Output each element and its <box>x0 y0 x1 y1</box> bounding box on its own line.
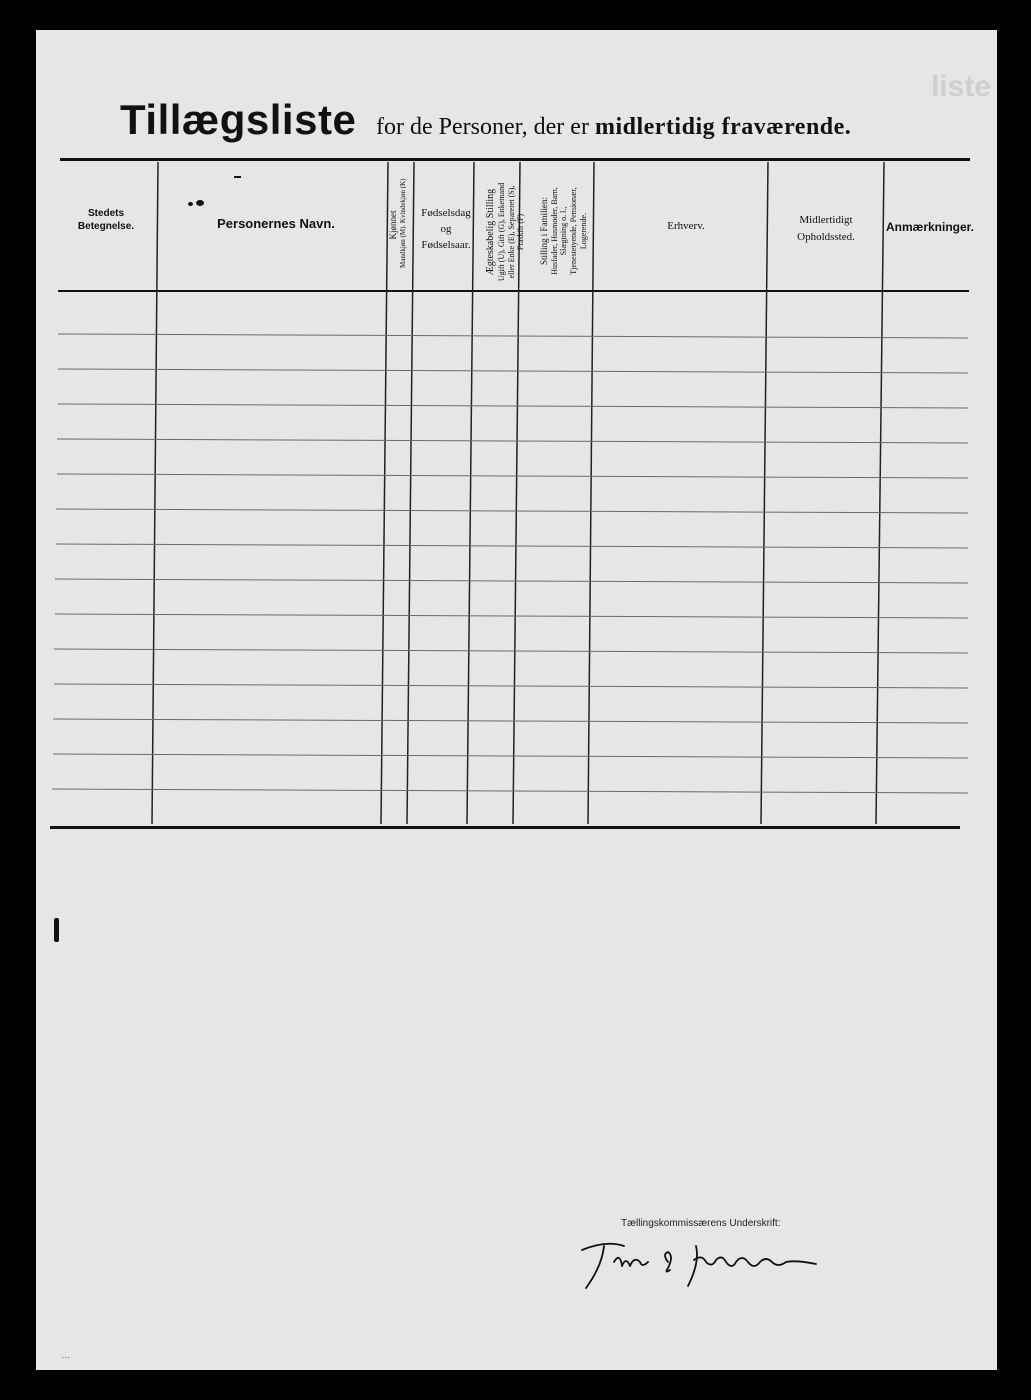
aegteskab-line3: eller Enke (E), Separeret (S), <box>506 185 516 279</box>
kjonnet-sub: Mandkjøn (M). Kvindekjøn (K) <box>398 178 407 268</box>
row-line-1 <box>58 334 968 338</box>
row-line-10 <box>54 649 968 653</box>
row-line-3 <box>58 404 968 408</box>
header-stilling <box>539 168 597 294</box>
row-line-13 <box>53 754 968 758</box>
header-fodselsdag <box>416 206 476 254</box>
handwritten-signature <box>576 1232 836 1292</box>
kjonnet-title: Kjønnet <box>388 210 398 240</box>
stilling-line1: Stilling i Familien: <box>539 197 549 266</box>
census-form-page <box>36 30 997 1370</box>
bleed-through-text: liste <box>930 70 991 103</box>
row-line-9 <box>55 614 968 618</box>
subtitle-prefix: for de Personer, der er <box>376 114 589 140</box>
col-divider-4 <box>467 162 474 824</box>
subtitle-emphasis: midlertidig fraværende. <box>594 114 852 140</box>
fodselsdag-line2: og <box>440 222 452 235</box>
row-line-6 <box>56 509 968 513</box>
table-grid <box>36 30 997 850</box>
ink-blot <box>196 200 204 206</box>
ink-dash <box>234 176 241 178</box>
header-personernes-navn: Personernes Navn. <box>217 216 335 231</box>
col-divider-1 <box>152 162 158 824</box>
header-stedets: Stedets Betegnelse. <box>77 208 135 232</box>
header-aegteskab <box>485 172 529 292</box>
row-line-5 <box>57 474 968 478</box>
row-line-14 <box>52 789 968 793</box>
row-line-8 <box>55 579 968 583</box>
aegteskab-line4: Fraskilt (F) <box>516 213 526 251</box>
fodselsdag-line3: Fødselsaar. <box>421 238 471 251</box>
stilling-line2: Husfader, Husmoder, Barn, <box>549 187 559 275</box>
header-erhverv: Erhverv. <box>667 220 705 232</box>
row-line-12 <box>53 719 968 723</box>
stilling-line4: Tjenestetyende, Pensionær, <box>568 187 578 275</box>
signature-label: Tællingskommissærens Underskrift: <box>621 1218 781 1229</box>
ink-blot <box>188 202 193 206</box>
col-divider-8 <box>876 162 884 824</box>
header-opholdssted: Midlertidigt Opholdssted. <box>797 214 855 243</box>
row-line-7 <box>56 544 968 548</box>
aegteskab-line2: Ugift (U), Gift (G), Enkemand <box>497 182 506 282</box>
aegteskab-line1: Ægteskabelig Stilling <box>485 188 496 276</box>
header-anmaerkninger: Anmærkninger. <box>885 220 975 234</box>
fodselsdag-line1: Fødselsdag <box>421 207 471 219</box>
col-divider-2 <box>381 162 388 824</box>
row-line-4 <box>57 439 968 443</box>
row-lines <box>52 334 968 793</box>
header-kjonnet <box>388 178 410 268</box>
col-divider-7 <box>761 162 768 824</box>
stilling-line3: Slægtning o. l., <box>559 206 569 256</box>
row-line-11 <box>54 684 968 688</box>
printer-mark: ▪ ▪ ▪ <box>62 1356 70 1361</box>
stilling-line5: Logerende. <box>578 212 588 250</box>
form-title: Tillægsliste <box>120 96 357 143</box>
row-line-2 <box>58 369 968 373</box>
binding-mark <box>54 918 59 942</box>
